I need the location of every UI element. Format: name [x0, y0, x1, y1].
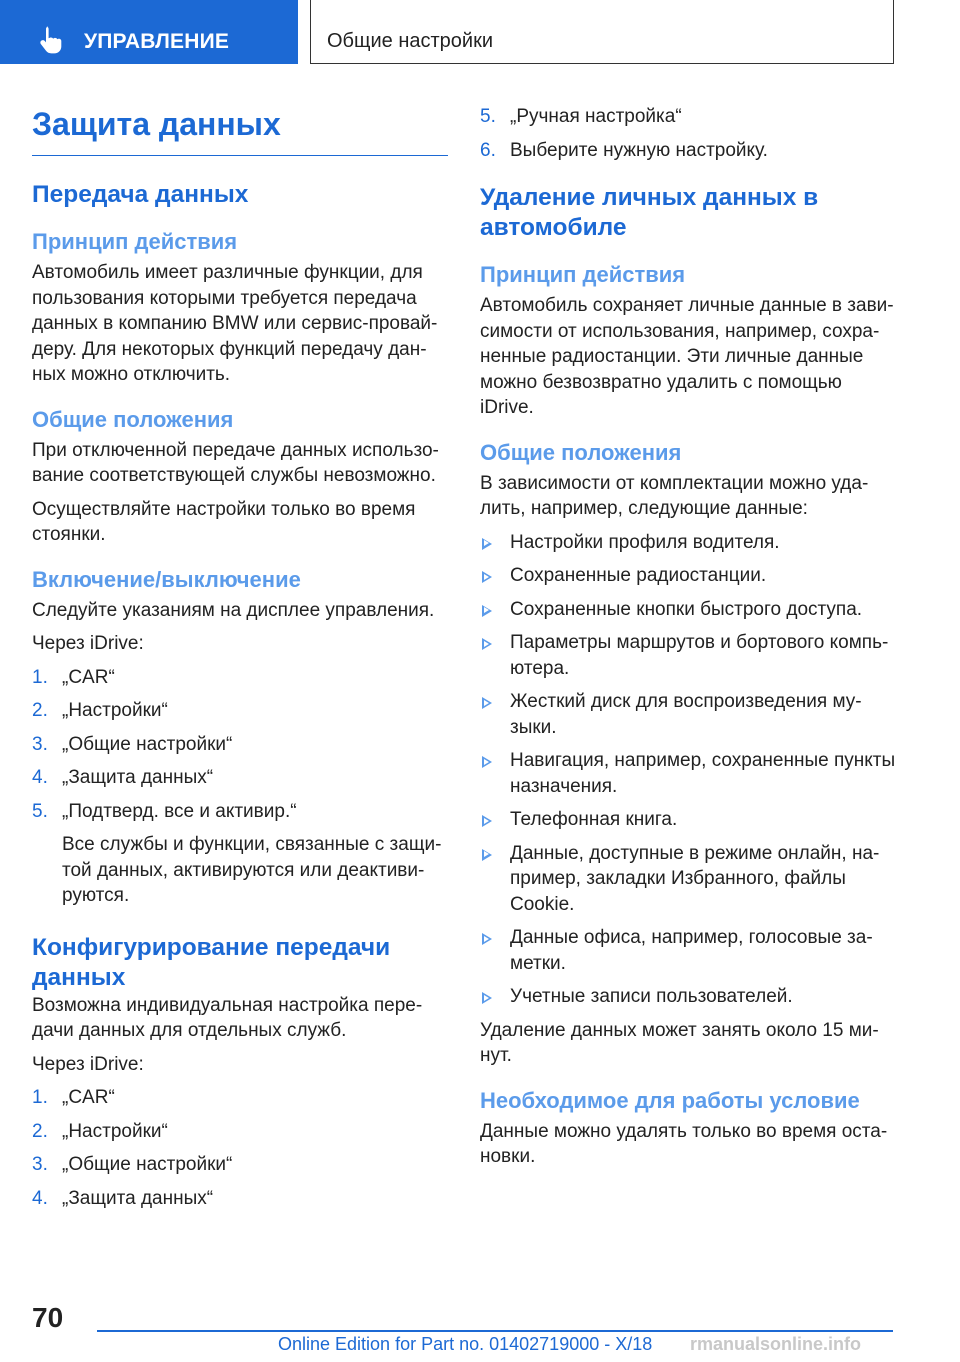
step-text: „Общие настройки“	[62, 733, 233, 755]
footer-watermark: rmanualsonline.info	[690, 1334, 862, 1354]
list-item	[480, 563, 896, 589]
paragraph-general-2: Осуществляйте настройки только во время стоянки.	[32, 498, 416, 545]
deletable-data-list	[480, 530, 896, 1010]
heading-principle: Принцип действия	[32, 229, 238, 254]
steps-on-off	[32, 665, 448, 825]
step-text: „Ручная настройка“	[510, 106, 682, 127]
triangle-bullet-icon	[482, 571, 492, 583]
list-item	[480, 984, 896, 1010]
paragraph-config-2: Через iDrive:	[32, 1053, 144, 1075]
heading-delete-personal-data: Удаление личных данных в автомобиле	[480, 184, 819, 241]
step-number: 1.	[32, 666, 48, 688]
list-item	[32, 765, 448, 791]
paragraph-on-off-1: Следуйте указаниям на дисплее управления.	[32, 599, 435, 621]
step-text: „Настройки“	[62, 1120, 168, 1142]
bullet-text: Параметры маршрутов и бортового компь-ютера.	[510, 632, 889, 679]
list-item	[480, 689, 896, 740]
step-number: 4.	[32, 767, 48, 788]
paragraph-general: В зависимости от комплектации можно уда-лить, например, следующие данные:	[480, 472, 869, 519]
bullet-text: Учетные записи пользователей.	[510, 986, 793, 1007]
chapter-tab[interactable]	[310, 0, 894, 64]
bullet-text: Сохраненные кнопки быстрого доступа.	[510, 598, 863, 620]
bullet-text: Навигация, например, сохраненные пункты назначения.	[510, 750, 896, 797]
list-item	[480, 748, 896, 799]
list-item	[32, 1152, 448, 1178]
step-text: „Защита данных“	[62, 1187, 214, 1209]
step-number: 5.	[32, 800, 48, 822]
step-number: 2.	[32, 700, 48, 721]
heading-general: Общие положения	[480, 439, 682, 465]
step-text: „Подтверд. все и активир.“	[62, 800, 297, 822]
bullet-text: Данные офиса, например, голосовые за-метки.	[510, 927, 873, 974]
bullet-text: Данные, доступные в режиме онлайн, на-пример, закладки Избранного, файлы Cookie.	[510, 842, 880, 915]
right-column	[480, 104, 896, 1178]
step-number: 3.	[32, 1154, 48, 1175]
triangle-bullet-icon	[482, 638, 492, 650]
list-item	[480, 841, 896, 918]
heading-on-off: Включение/выключение	[32, 566, 301, 592]
step-text: „CAR“	[62, 666, 115, 688]
triangle-bullet-icon	[482, 992, 492, 1004]
list-item	[32, 665, 448, 691]
heading-general: Общие положения	[32, 406, 234, 432]
step-text: Выберите нужную настройку.	[510, 139, 768, 161]
paragraph-config-1: Возможна индивидуальная настройка пере-дачи данных для отдельных служб.	[32, 994, 423, 1041]
step-text: „CAR“	[62, 1087, 115, 1108]
paragraph-principle: Автомобиль имеет различные функции, для пользования которыми требуется передача данных в компанию BMW или сервис-провай-деру. Для некоторых функций передачу дан-ных можно отключить.	[32, 262, 438, 385]
heading-data-transfer: Передача данных	[32, 181, 249, 208]
bullet-text: Телефонная книга.	[510, 809, 678, 830]
heading-condition: Необходимое для работы условие	[480, 1087, 860, 1113]
section-label: УПРАВЛЕНИЕ	[84, 30, 230, 53]
heading-config-transfer: Конфигурирование передачи данных	[32, 933, 391, 991]
list-item	[32, 1085, 448, 1111]
list-item	[480, 530, 896, 556]
list-item	[480, 138, 896, 164]
pointing-hand-icon	[38, 25, 68, 55]
step-number: 6.	[480, 139, 496, 161]
footer-edition: Online Edition for Part no. 01402719000 - X/18	[278, 1334, 653, 1354]
list-item	[480, 630, 896, 681]
footer-divider	[97, 1330, 893, 1332]
paragraph-condition: Данные можно удалять только во время оста-новки.	[480, 1120, 888, 1167]
step-note: Все службы и функции, связанные с защи-той данных, активируются или деактиви-руются.	[62, 834, 442, 906]
section-tab[interactable]	[0, 0, 298, 64]
bullet-text: Настройки профиля водителя.	[510, 531, 780, 553]
step-text: „Общие настройки“	[62, 1154, 233, 1175]
chapter-label: Общие настройки	[327, 30, 493, 52]
list-item	[480, 597, 896, 623]
list-item	[32, 1119, 448, 1145]
triangle-bullet-icon	[482, 697, 492, 709]
list-item	[480, 807, 896, 833]
list-item	[480, 925, 896, 976]
list-item	[32, 732, 448, 758]
steps-config-continued	[480, 104, 896, 163]
paragraph-principle: Автомобиль сохраняет личные данные в зави-симости от использования, например, сохра-ненные радиостанции. Эти личные данные можно безвозвратно удалить с помощью iDrive.	[480, 295, 894, 418]
triangle-bullet-icon	[482, 815, 492, 827]
page-title: Защита данных	[32, 106, 448, 156]
paragraph-duration: Удаление данных может занять около 15 ми-нут.	[480, 1019, 879, 1066]
step-number: 3.	[32, 733, 48, 755]
step-text: „Защита данных“	[62, 767, 214, 788]
steps-config	[32, 1085, 448, 1211]
bullet-text: Жесткий диск для воспроизведения му-зыки.	[510, 691, 862, 738]
step-number: 5.	[480, 106, 496, 127]
bullet-text: Сохраненные радиостанции.	[510, 565, 767, 586]
step-number: 2.	[32, 1120, 48, 1142]
step-number: 4.	[32, 1187, 48, 1209]
paragraph-on-off-2: Через iDrive:	[32, 633, 144, 654]
heading-principle: Принцип действия	[480, 262, 686, 287]
list-item	[32, 1186, 448, 1212]
paragraph-general-1: При отключенной передаче данных использо-вание соответствующей службы невозможно.	[32, 439, 439, 486]
triangle-bullet-icon	[482, 933, 492, 945]
triangle-bullet-icon	[482, 538, 492, 550]
left-column	[32, 100, 448, 1219]
page-number: 70	[32, 1302, 64, 1333]
list-item	[32, 799, 448, 825]
step-text: „Настройки“	[62, 700, 168, 721]
triangle-bullet-icon	[482, 605, 492, 617]
triangle-bullet-icon	[482, 756, 492, 768]
step-number: 1.	[32, 1087, 48, 1108]
list-item	[480, 104, 896, 130]
list-item	[32, 698, 448, 724]
triangle-bullet-icon	[482, 849, 492, 861]
